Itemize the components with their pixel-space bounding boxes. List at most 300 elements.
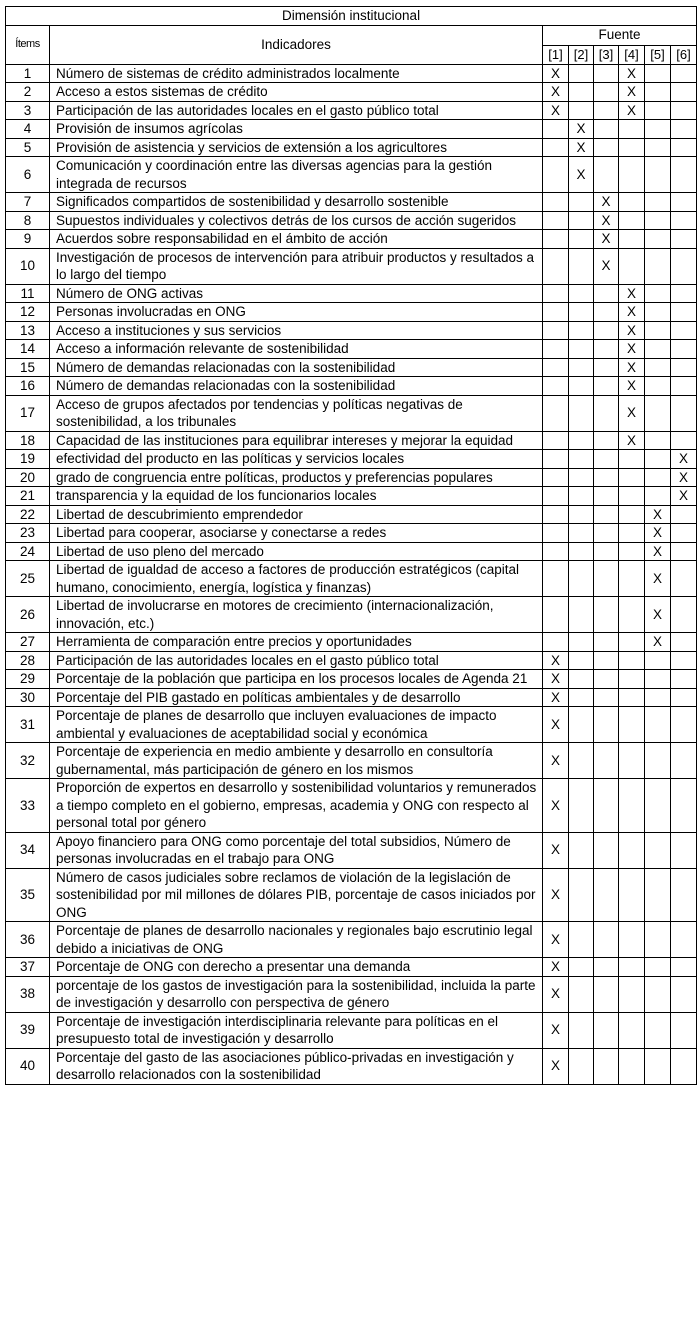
source-2-cell: [569, 922, 594, 958]
source-6-cell: [671, 321, 697, 340]
source-1-header: [1]: [543, 45, 569, 64]
source-2-cell: [569, 651, 594, 670]
item-number: 38: [6, 976, 50, 1012]
source-1-cell: X: [543, 958, 569, 977]
indicator-text: Provisión de insumos agrícolas: [50, 120, 543, 139]
table-row: [6, 1048, 697, 1084]
indicator-text: Porcentaje de experiencia en medio ambiente y desarrollo en consultoría gubernamental, más participación de género en los mismos: [50, 743, 543, 779]
source-6-cell: [671, 138, 697, 157]
source-1-cell: [543, 230, 569, 249]
item-number: 13: [6, 321, 50, 340]
indicator-text: Apoyo financiero para ONG como porcentaje del total subsidios, Número de personas involucradas en el trabajo para ONG: [50, 832, 543, 868]
indicator-text: Supuestos individuales y colectivos detrás de los cursos de acción sugeridos: [50, 211, 543, 230]
source-2-cell: [569, 321, 594, 340]
table-row: [6, 284, 697, 303]
source-6-cell: [671, 303, 697, 322]
source-4-cell: [619, 1048, 645, 1084]
source-1-cell: [543, 120, 569, 139]
source-3-cell: [594, 431, 619, 450]
source-5-cell: [645, 64, 671, 83]
source-1-cell: X: [543, 832, 569, 868]
source-4-cell: [619, 450, 645, 469]
indicator-text: Libertad de igualdad de acceso a factores de producción estratégicos (capital humano, conocimiento, energía, logística y finanzas): [50, 561, 543, 597]
item-number: 19: [6, 450, 50, 469]
source-3-cell: [594, 524, 619, 543]
item-number: 3: [6, 101, 50, 120]
source-5-cell: [645, 284, 671, 303]
source-4-cell: [619, 597, 645, 633]
table-row: [6, 561, 697, 597]
source-6-cell: [671, 284, 697, 303]
source-1-cell: [543, 395, 569, 431]
source-2-cell: [569, 958, 594, 977]
source-3-cell: [594, 670, 619, 689]
table-row: [6, 597, 697, 633]
source-4-cell: [619, 487, 645, 506]
table-row: [6, 651, 697, 670]
item-number: 2: [6, 83, 50, 102]
items-header: Ítems: [6, 25, 50, 64]
indicator-text: Porcentaje de la población que participa en los procesos locales de Agenda 21: [50, 670, 543, 689]
source-5-cell: [645, 303, 671, 322]
source-6-cell: [671, 1048, 697, 1084]
table-row: [6, 450, 697, 469]
item-number: 27: [6, 633, 50, 652]
source-6-cell: [671, 832, 697, 868]
item-number: 23: [6, 524, 50, 543]
source-1-cell: X: [543, 976, 569, 1012]
source-6-cell: [671, 651, 697, 670]
item-number: 36: [6, 922, 50, 958]
source-6-cell: [671, 64, 697, 83]
source-1-cell: [543, 211, 569, 230]
table-row: [6, 321, 697, 340]
source-4-cell: X: [619, 284, 645, 303]
source-4-cell: [619, 688, 645, 707]
source-3-cell: [594, 321, 619, 340]
source-5-cell: [645, 832, 671, 868]
source-6-cell: [671, 633, 697, 652]
indicator-text: Libertad de descubrimiento emprendedor: [50, 505, 543, 524]
source-header: Fuente: [543, 25, 697, 45]
source-2-cell: [569, 230, 594, 249]
table-row: [6, 120, 697, 139]
indicator-text: Acceso de grupos afectados por tendencias y políticas negativas de sostenibilidad, a los tribunales: [50, 395, 543, 431]
table-row: [6, 431, 697, 450]
source-2-cell: [569, 505, 594, 524]
source-6-cell: [671, 868, 697, 922]
item-number: 6: [6, 157, 50, 193]
item-number: 14: [6, 340, 50, 359]
source-2-cell: [569, 248, 594, 284]
indicator-text: Porcentaje del PIB gastado en políticas ambientales y de desarrollo: [50, 688, 543, 707]
item-number: 31: [6, 707, 50, 743]
source-1-cell: X: [543, 64, 569, 83]
source-1-cell: X: [543, 688, 569, 707]
indicator-text: Libertad de uso pleno del mercado: [50, 542, 543, 561]
source-4-cell: [619, 1012, 645, 1048]
source-5-cell: [645, 358, 671, 377]
source-4-cell: [619, 211, 645, 230]
source-1-cell: [543, 340, 569, 359]
source-1-cell: [543, 450, 569, 469]
source-4-cell: [619, 542, 645, 561]
table-title: Dimensión institucional: [6, 7, 697, 26]
source-2-cell: [569, 688, 594, 707]
source-4-cell: [619, 524, 645, 543]
source-3-cell: [594, 707, 619, 743]
source-6-cell: [671, 542, 697, 561]
source-1-cell: X: [543, 922, 569, 958]
source-3-cell: [594, 597, 619, 633]
source-2-cell: [569, 779, 594, 833]
table-row: [6, 340, 697, 359]
source-1-cell: [543, 561, 569, 597]
source-2-cell: [569, 193, 594, 212]
table-row: [6, 779, 697, 833]
source-5-cell: X: [645, 542, 671, 561]
source-5-cell: [645, 651, 671, 670]
source-5-cell: [645, 779, 671, 833]
source-5-cell: [645, 976, 671, 1012]
source-5-cell: X: [645, 505, 671, 524]
item-number: 34: [6, 832, 50, 868]
source-1-cell: [543, 505, 569, 524]
source-6-cell: X: [671, 450, 697, 469]
source-3-cell: [594, 1048, 619, 1084]
source-4-cell: [619, 120, 645, 139]
source-6-cell: [671, 101, 697, 120]
item-number: 16: [6, 377, 50, 396]
item-number: 30: [6, 688, 50, 707]
table-row: [6, 377, 697, 396]
source-3-header: [3]: [594, 45, 619, 64]
item-number: 8: [6, 211, 50, 230]
source-4-cell: X: [619, 358, 645, 377]
source-2-cell: [569, 64, 594, 83]
source-2-cell: [569, 284, 594, 303]
source-3-cell: X: [594, 230, 619, 249]
source-3-cell: [594, 138, 619, 157]
table-row: [6, 922, 697, 958]
table-row: [6, 542, 697, 561]
source-6-cell: [671, 958, 697, 977]
source-2-cell: [569, 1048, 594, 1084]
source-3-cell: [594, 101, 619, 120]
source-1-cell: [543, 633, 569, 652]
source-3-cell: [594, 561, 619, 597]
indicator-text: Capacidad de las instituciones para equilibrar intereses y mejorar la equidad: [50, 431, 543, 450]
source-2-cell: [569, 83, 594, 102]
indicator-text: Comunicación y coordinación entre las diversas agencias para la gestión integrada de recursos: [50, 157, 543, 193]
source-6-cell: [671, 120, 697, 139]
source-3-cell: [594, 303, 619, 322]
source-1-cell: X: [543, 779, 569, 833]
source-5-cell: X: [645, 524, 671, 543]
source-6-cell: [671, 358, 697, 377]
source-2-cell: [569, 487, 594, 506]
source-5-cell: [645, 101, 671, 120]
source-3-cell: [594, 395, 619, 431]
item-number: 26: [6, 597, 50, 633]
source-3-cell: [594, 450, 619, 469]
indicator-text: Participación de las autoridades locales en el gasto público total: [50, 101, 543, 120]
source-1-cell: X: [543, 743, 569, 779]
indicator-text: Porcentaje de planes de desarrollo que incluyen evaluaciones de impacto ambiental y evaluaciones de aceptabilidad social y económica: [50, 707, 543, 743]
item-number: 32: [6, 743, 50, 779]
indicator-text: Provisión de asistencia y servicios de extensión a los agricultores: [50, 138, 543, 157]
source-2-cell: [569, 868, 594, 922]
source-4-cell: X: [619, 83, 645, 102]
source-2-cell: [569, 633, 594, 652]
source-4-cell: [619, 651, 645, 670]
item-number: 20: [6, 468, 50, 487]
source-1-cell: [543, 157, 569, 193]
table-row: [6, 487, 697, 506]
source-4-cell: [619, 832, 645, 868]
item-number: 37: [6, 958, 50, 977]
source-3-cell: [594, 64, 619, 83]
source-3-cell: X: [594, 248, 619, 284]
source-6-cell: [671, 211, 697, 230]
source-4-cell: [619, 138, 645, 157]
table-row: [6, 64, 697, 83]
source-1-cell: [543, 431, 569, 450]
item-number: 35: [6, 868, 50, 922]
item-number: 9: [6, 230, 50, 249]
source-1-cell: X: [543, 101, 569, 120]
source-2-cell: X: [569, 157, 594, 193]
table-row: [6, 230, 697, 249]
source-4-cell: [619, 868, 645, 922]
source-6-cell: [671, 688, 697, 707]
source-4-header: [4]: [619, 45, 645, 64]
source-4-cell: X: [619, 64, 645, 83]
source-1-cell: X: [543, 1012, 569, 1048]
source-4-cell: [619, 468, 645, 487]
source-5-cell: [645, 868, 671, 922]
source-5-cell: [645, 1012, 671, 1048]
table-row: [6, 395, 697, 431]
item-number: 10: [6, 248, 50, 284]
source-6-cell: [671, 377, 697, 396]
indicator-text: Número de casos judiciales sobre reclamos de violación de la legislación de sostenibilidad por mil millones de dólares PIB, porcentaje de casos iniciados por ONG: [50, 868, 543, 922]
source-2-header: [2]: [569, 45, 594, 64]
source-1-cell: [543, 377, 569, 396]
source-4-cell: [619, 670, 645, 689]
table-row: [6, 211, 697, 230]
source-5-cell: [645, 230, 671, 249]
table-row: [6, 303, 697, 322]
source-3-cell: [594, 651, 619, 670]
source-3-cell: [594, 157, 619, 193]
source-5-cell: [645, 958, 671, 977]
source-3-cell: [594, 377, 619, 396]
source-3-cell: [594, 284, 619, 303]
indicator-text: transparencia y la equidad de los funcionarios locales: [50, 487, 543, 506]
source-3-cell: [594, 487, 619, 506]
indicator-text: porcentaje de los gastos de investigación para la sostenibilidad, incluida la parte de investigación y desarrollo con perspectiva de género: [50, 976, 543, 1012]
indicator-text: Acceso a instituciones y sus servicios: [50, 321, 543, 340]
source-2-cell: [569, 358, 594, 377]
source-1-cell: [543, 138, 569, 157]
source-5-cell: [645, 321, 671, 340]
item-number: 22: [6, 505, 50, 524]
source-4-cell: [619, 958, 645, 977]
indicator-text: Personas involucradas en ONG: [50, 303, 543, 322]
table-row: [6, 670, 697, 689]
table-row: [6, 193, 697, 212]
source-6-cell: [671, 157, 697, 193]
item-number: 29: [6, 670, 50, 689]
source-2-cell: [569, 211, 594, 230]
source-1-cell: X: [543, 651, 569, 670]
indicator-text: Porcentaje de investigación interdisciplinaria relevante para políticas en el presupuesto total de investigación y desarrollo: [50, 1012, 543, 1048]
indicator-text: Acceso a estos sistemas de crédito: [50, 83, 543, 102]
source-2-cell: [569, 743, 594, 779]
source-3-cell: [594, 868, 619, 922]
table-row: [6, 524, 697, 543]
source-5-cell: [645, 248, 671, 284]
item-number: 33: [6, 779, 50, 833]
source-3-cell: [594, 743, 619, 779]
source-2-cell: [569, 597, 594, 633]
item-number: 21: [6, 487, 50, 506]
source-5-cell: [645, 395, 671, 431]
source-6-cell: [671, 431, 697, 450]
table-row: [6, 707, 697, 743]
source-6-cell: [671, 779, 697, 833]
table-row: [6, 358, 697, 377]
source-4-cell: [619, 743, 645, 779]
indicator-text: grado de congruencia entre políticas, productos y preferencias populares: [50, 468, 543, 487]
source-3-cell: X: [594, 193, 619, 212]
source-3-cell: [594, 83, 619, 102]
source-2-cell: [569, 542, 594, 561]
indicator-text: Número de ONG activas: [50, 284, 543, 303]
source-5-cell: [645, 743, 671, 779]
source-4-cell: X: [619, 101, 645, 120]
source-6-cell: [671, 230, 697, 249]
source-1-cell: [543, 284, 569, 303]
indicator-text: Número de demandas relacionadas con la sostenibilidad: [50, 377, 543, 396]
indicator-text: Investigación de procesos de intervención para atribuir productos y resultados a lo largo del tiempo: [50, 248, 543, 284]
source-5-cell: [645, 431, 671, 450]
source-1-cell: X: [543, 1048, 569, 1084]
source-4-cell: [619, 779, 645, 833]
table-row: [6, 688, 697, 707]
table-row: [6, 633, 697, 652]
source-3-cell: [594, 1012, 619, 1048]
source-3-cell: [594, 542, 619, 561]
source-2-cell: [569, 670, 594, 689]
item-number: 25: [6, 561, 50, 597]
item-number: 7: [6, 193, 50, 212]
source-3-cell: [594, 832, 619, 868]
source-6-cell: [671, 395, 697, 431]
source-2-cell: [569, 431, 594, 450]
source-5-cell: [645, 120, 671, 139]
source-4-cell: [619, 230, 645, 249]
source-3-cell: [594, 120, 619, 139]
source-5-cell: [645, 377, 671, 396]
source-5-cell: [645, 138, 671, 157]
source-1-cell: [543, 248, 569, 284]
source-5-cell: [645, 193, 671, 212]
source-1-cell: [543, 193, 569, 212]
source-5-cell: X: [645, 597, 671, 633]
source-6-cell: [671, 83, 697, 102]
item-number: 5: [6, 138, 50, 157]
source-5-cell: X: [645, 561, 671, 597]
source-4-cell: X: [619, 321, 645, 340]
source-5-cell: [645, 450, 671, 469]
source-5-cell: [645, 83, 671, 102]
source-3-cell: [594, 505, 619, 524]
source-5-cell: [645, 922, 671, 958]
source-4-cell: [619, 157, 645, 193]
institutional-dimension-table: [5, 6, 697, 1085]
source-4-cell: [619, 561, 645, 597]
indicator-text: Porcentaje del gasto de las asociaciones público-privadas en investigación y desarrollo relacionados con la sostenibilidad: [50, 1048, 543, 1084]
source-6-cell: [671, 340, 697, 359]
item-number: 17: [6, 395, 50, 431]
source-1-cell: [543, 358, 569, 377]
table-row: [6, 958, 697, 977]
source-5-cell: [645, 1048, 671, 1084]
item-number: 40: [6, 1048, 50, 1084]
table-row: [6, 1012, 697, 1048]
source-6-header: [6]: [671, 45, 697, 64]
table-row: [6, 468, 697, 487]
source-6-cell: [671, 707, 697, 743]
source-1-cell: X: [543, 670, 569, 689]
source-1-cell: X: [543, 868, 569, 922]
item-number: 12: [6, 303, 50, 322]
table-row: [6, 101, 697, 120]
source-6-cell: [671, 505, 697, 524]
source-4-cell: X: [619, 377, 645, 396]
source-3-cell: [594, 958, 619, 977]
source-2-cell: [569, 1012, 594, 1048]
source-2-cell: [569, 561, 594, 597]
indicator-text: Proporción de expertos en desarrollo y sostenibilidad voluntarios y remunerados a tiempo completo en el gobierno, empresas, academia y ONG con respecto al personal total por género: [50, 779, 543, 833]
source-5-cell: [645, 468, 671, 487]
table-row: [6, 157, 697, 193]
table-row: [6, 83, 697, 102]
source-5-cell: [645, 211, 671, 230]
source-5-cell: [645, 487, 671, 506]
item-number: 39: [6, 1012, 50, 1048]
source-4-cell: [619, 922, 645, 958]
source-6-cell: [671, 976, 697, 1012]
source-2-cell: [569, 101, 594, 120]
indicator-text: Herramienta de comparación entre precios y oportunidades: [50, 633, 543, 652]
source-3-cell: [594, 976, 619, 1012]
source-2-cell: [569, 377, 594, 396]
source-6-cell: [671, 561, 697, 597]
source-2-cell: X: [569, 138, 594, 157]
source-1-cell: [543, 524, 569, 543]
source-6-cell: [671, 597, 697, 633]
source-1-cell: [543, 468, 569, 487]
table-row: [6, 868, 697, 922]
item-number: 24: [6, 542, 50, 561]
source-4-cell: [619, 248, 645, 284]
source-6-cell: [671, 524, 697, 543]
source-3-cell: [594, 633, 619, 652]
source-5-cell: [645, 340, 671, 359]
